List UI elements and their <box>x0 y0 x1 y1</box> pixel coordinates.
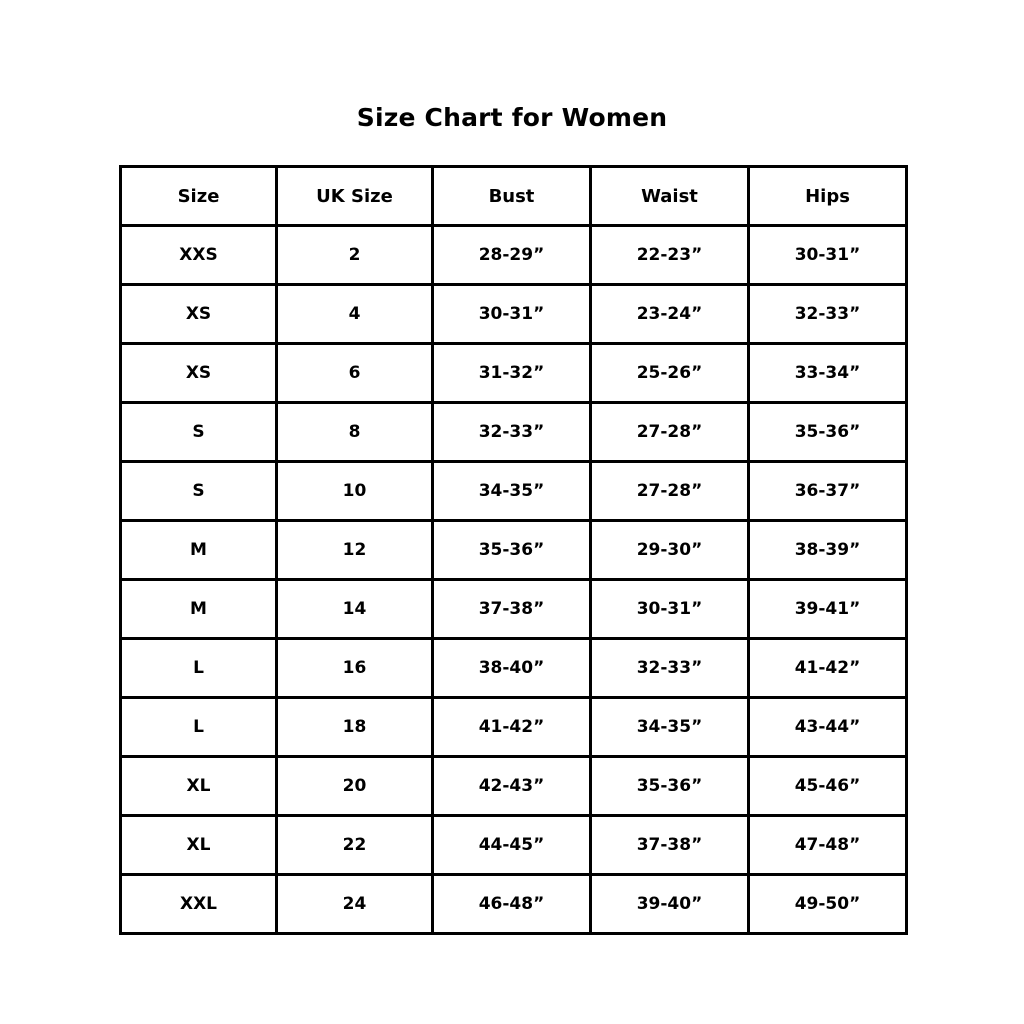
cell-hips: 38-39” <box>749 521 907 580</box>
cell-size: S <box>121 462 277 521</box>
cell-uk: 12 <box>277 521 433 580</box>
table-row <box>121 875 907 934</box>
column-header-waist: Waist <box>591 167 749 226</box>
cell-waist: 30-31” <box>591 580 749 639</box>
table-header-row <box>121 167 907 226</box>
table-row <box>121 403 907 462</box>
cell-hips: 49-50” <box>749 875 907 934</box>
size-chart-table <box>119 165 908 935</box>
cell-size: M <box>121 580 277 639</box>
cell-hips: 43-44” <box>749 698 907 757</box>
cell-waist: 22-23” <box>591 226 749 285</box>
table-row <box>121 462 907 521</box>
cell-hips: 35-36” <box>749 403 907 462</box>
cell-size: L <box>121 639 277 698</box>
cell-bust: 41-42” <box>433 698 591 757</box>
cell-bust: 30-31” <box>433 285 591 344</box>
cell-waist: 25-26” <box>591 344 749 403</box>
cell-bust: 32-33” <box>433 403 591 462</box>
cell-waist: 23-24” <box>591 285 749 344</box>
cell-bust: 46-48” <box>433 875 591 934</box>
cell-uk: 16 <box>277 639 433 698</box>
table-row <box>121 285 907 344</box>
cell-size: M <box>121 521 277 580</box>
cell-uk: 2 <box>277 226 433 285</box>
cell-size: S <box>121 403 277 462</box>
cell-bust: 34-35” <box>433 462 591 521</box>
table-row <box>121 226 907 285</box>
cell-hips: 39-41” <box>749 580 907 639</box>
table-row <box>121 816 907 875</box>
table-row <box>121 639 907 698</box>
cell-size: XL <box>121 816 277 875</box>
column-header-uk-size: UK Size <box>277 167 433 226</box>
cell-waist: 34-35” <box>591 698 749 757</box>
cell-uk: 10 <box>277 462 433 521</box>
table-row <box>121 344 907 403</box>
cell-bust: 35-36” <box>433 521 591 580</box>
cell-bust: 38-40” <box>433 639 591 698</box>
cell-bust: 28-29” <box>433 226 591 285</box>
cell-hips: 47-48” <box>749 816 907 875</box>
cell-waist: 27-28” <box>591 403 749 462</box>
cell-uk: 6 <box>277 344 433 403</box>
page-title: Size Chart for Women <box>356 103 668 132</box>
cell-hips: 33-34” <box>749 344 907 403</box>
cell-uk: 20 <box>277 757 433 816</box>
cell-uk: 14 <box>277 580 433 639</box>
cell-bust: 37-38” <box>433 580 591 639</box>
cell-uk: 8 <box>277 403 433 462</box>
column-header-bust: Bust <box>433 167 591 226</box>
column-header-size: Size <box>121 167 277 226</box>
cell-uk: 22 <box>277 816 433 875</box>
cell-size: L <box>121 698 277 757</box>
cell-waist: 35-36” <box>591 757 749 816</box>
cell-hips: 30-31” <box>749 226 907 285</box>
cell-size: XXS <box>121 226 277 285</box>
cell-uk: 4 <box>277 285 433 344</box>
table-row <box>121 580 907 639</box>
cell-waist: 27-28” <box>591 462 749 521</box>
cell-waist: 29-30” <box>591 521 749 580</box>
table-row <box>121 757 907 816</box>
table-row <box>121 698 907 757</box>
cell-size: XS <box>121 344 277 403</box>
cell-size: XXL <box>121 875 277 934</box>
table-header <box>121 167 907 226</box>
cell-hips: 41-42” <box>749 639 907 698</box>
cell-bust: 44-45” <box>433 816 591 875</box>
cell-size: XS <box>121 285 277 344</box>
cell-hips: 32-33” <box>749 285 907 344</box>
cell-waist: 37-38” <box>591 816 749 875</box>
table-body <box>121 226 907 934</box>
cell-waist: 32-33” <box>591 639 749 698</box>
cell-hips: 45-46” <box>749 757 907 816</box>
cell-uk: 24 <box>277 875 433 934</box>
cell-waist: 39-40” <box>591 875 749 934</box>
cell-size: XL <box>121 757 277 816</box>
size-chart-table-wrapper <box>119 165 905 935</box>
cell-hips: 36-37” <box>749 462 907 521</box>
table-row <box>121 521 907 580</box>
cell-uk: 18 <box>277 698 433 757</box>
cell-bust: 42-43” <box>433 757 591 816</box>
column-header-hips: Hips <box>749 167 907 226</box>
cell-bust: 31-32” <box>433 344 591 403</box>
